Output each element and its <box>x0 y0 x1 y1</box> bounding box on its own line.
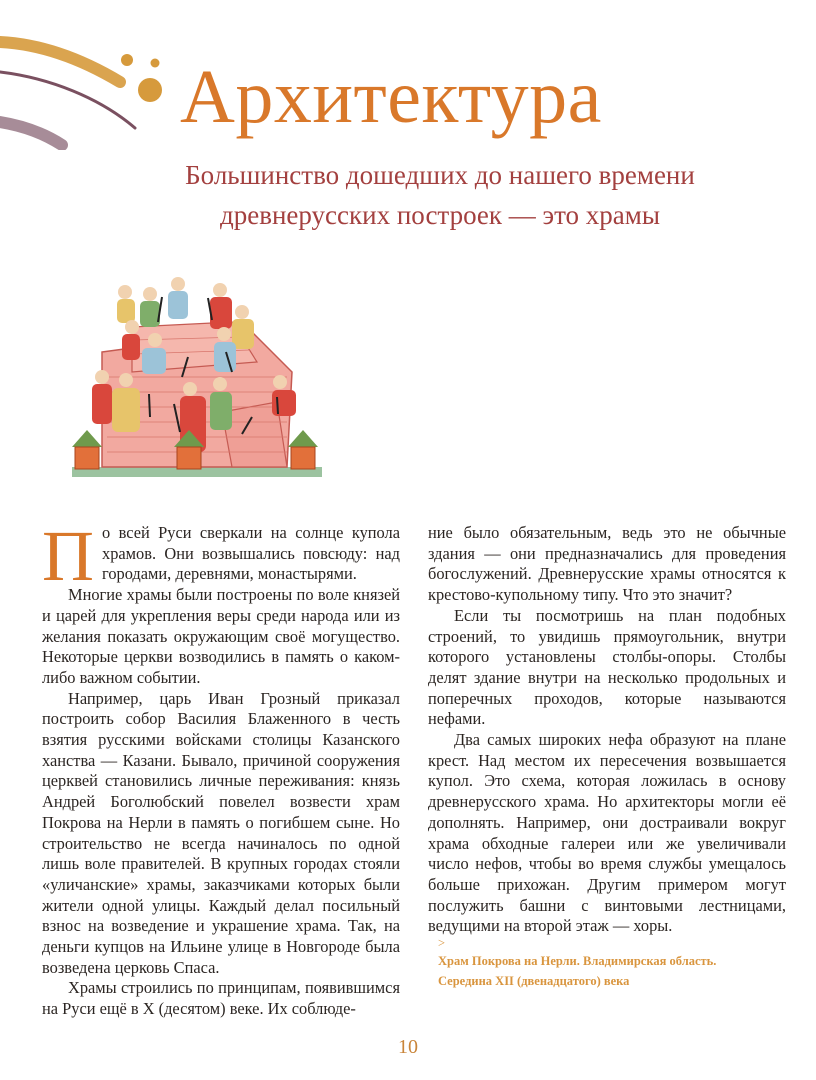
caption-line-1: Храм Покрова на Нерли. Владимирская область. <box>438 954 717 968</box>
paragraph-4-continued: ние было обязательным, ведь это не обычные здания — они предназначались для проведения богослужений. Древнерусские храмы относятся к крестово-купольному типу. Что это значит? <box>428 523 786 605</box>
paragraph-6: Два самых широких нефа образуют на плане крест. Над местом их пересечения возвышается купол. Это схема, которая ложилась в основу древнерусского храма. Но архитекторы могли её дополнять. Например, они достраивали вокруг храма обходные галереи или же увеличивали число нефов, чтобы во время службы умещалось больше прихожан. Другим примером могут послужить башни с винтовыми лестницами, ведущими на второй этаж — хоры. <box>428 730 786 936</box>
brush-strokes-decoration-icon <box>0 30 180 150</box>
page-title: Архитектура <box>180 55 602 139</box>
page-subtitle <box>100 155 780 235</box>
paragraph-1 <box>42 516 400 596</box>
image-caption <box>438 935 778 991</box>
subtitle-line-2: древнерусских построек — это храмы <box>220 200 660 230</box>
caption-marker-icon: > <box>438 936 446 950</box>
text-column-left <box>42 516 400 1020</box>
drop-cap: П <box>42 516 94 596</box>
medieval-builders-illustration-icon <box>62 262 330 494</box>
page-number: 10 <box>398 1036 418 1058</box>
paragraph-2: Многие храмы были построены по воле князей и царей для укрепления веры среди народа или из желания показать окружающим своё могущество. Некоторые церкви возводились в память о каком-либо важном событии. <box>42 585 400 687</box>
subtitle-line-1: Большинство дошедших до нашего времени <box>185 160 695 190</box>
caption-line-2: Середина XII (двенадцатого) века <box>438 974 630 988</box>
paragraph-5: Если ты посмотришь на план подобных строений, то увидишь прямоугольник, внутри которого установлены столбы-опоры. Столбы делят здание внутри на несколько продольных и поперечных проходов, которые называются нефами. <box>428 605 786 729</box>
paragraph-1-text: о всей Руси сверкали на солнце купола храмов. Они возвышались повсюду: над городами, деревнями, монастырями. <box>102 523 400 584</box>
paragraph-3: Например, царь Иван Грозный приказал построить собор Василия Блаженного в честь взятия русскими войсками столицы Казанского ханства — Казани. Бывало, причиной сооружения церквей становились личные переживания: князь Андрей Боголюбский повелел возвести храм Покрова на Нерли в память о погибшем сыне. Но строительство не всегда начиналось по одной лишь воле правителей. В крупных городах стояли «уличанские» храмы, заказчиками которых были жители одной улицы. Каждый делал посильный взнос на возведение и украшение храма. Так, на деньги купцов на Ильине улице в Новгороде была возведена церковь Спаса. <box>42 688 400 977</box>
paragraph-4-start: Храмы строились по принципам, появившимся на Руси ещё в X (десятом) веке. Их соблюде- <box>42 978 400 1019</box>
